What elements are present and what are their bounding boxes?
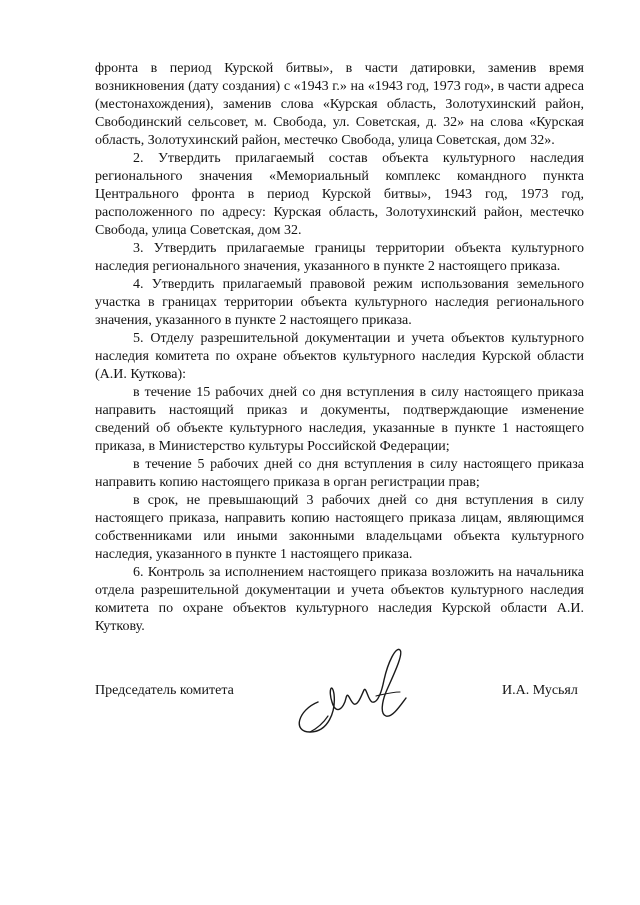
paragraph-item-5: 5. Отделу разрешительной документации и учета объектов культурного наследия комитета по охране объектов культурного наследия Курской области (А.И. Куткова): [95,331,584,382]
paragraph-item-6: 6. Контроль за исполнением настоящего приказа возложить на начальника отдела разрешительной документации и учета объектов культурного наследия комитета по охране объектов культурного наследия Курской области А.И. Куткову. [95,565,584,634]
document-body [95,60,584,636]
paragraph-item-5-sub-2: в течение 5 рабочих дней со дня вступления в силу настоящего приказа направить копию настоящего приказа в орган регистрации прав; [95,457,584,490]
paragraph-item-5-sub-1: в течение 15 рабочих дней со дня вступления в силу настоящего приказа направить настоящий приказ и документы, подтверждающие изменение сведений об объекте культурного наследия, указанные в пункте 1 настоящего приказа, в Министерство культуры Российской Федерации; [95,385,584,454]
paragraph-item-5-sub-3: в срок, не превышающий 3 рабочих дней со дня вступления в силу настоящего приказа, направить копию настоящего приказа лицам, являющимся собственниками или иными законными владельцами объекта культурного наследия, указанного в пункте 1 настоящего приказа. [95,493,584,562]
signatory-name: И.А. Мусьял [502,683,578,698]
paragraph-continuation: фронта в период Курской битвы», в части датировки, заменив время возникновения (дату создания) с «1943 г.» на «1943 год, 1973 год», в части адреса (местонахождения), заменив слова «Курская область, Золотухинский район, Свободинский сельсовет, м. Свобода, ул. Советская, д. 32» на слова «Курская область, Золотухинский район, местечко Свобода, улица Советская, дом 32». [95,61,584,148]
signatory-position: Председатель комитета [95,683,234,698]
handwritten-signature [288,632,418,737]
paragraph-item-3: 3. Утвердить прилагаемые границы территории объекта культурного наследия регионального значения, указанного в пункте 2 настоящего приказа. [95,241,584,274]
paragraph-item-2: 2. Утвердить прилагаемый состав объекта культурного наследия регионального значения «Мемориальный комплекс командного пункта Центрального фронта в период Курской битвы», 1943 год, 1973 год, расположенного по адресу: Курская область, Золотухинский район, местечко Свобода, улица Советская, дом 32. [95,151,584,238]
paragraph-item-4: 4. Утвердить прилагаемый правовой режим использования земельного участка в границах территории объекта культурного наследия регионального значения, указанного в пункте 2 настоящего приказа. [95,277,584,328]
